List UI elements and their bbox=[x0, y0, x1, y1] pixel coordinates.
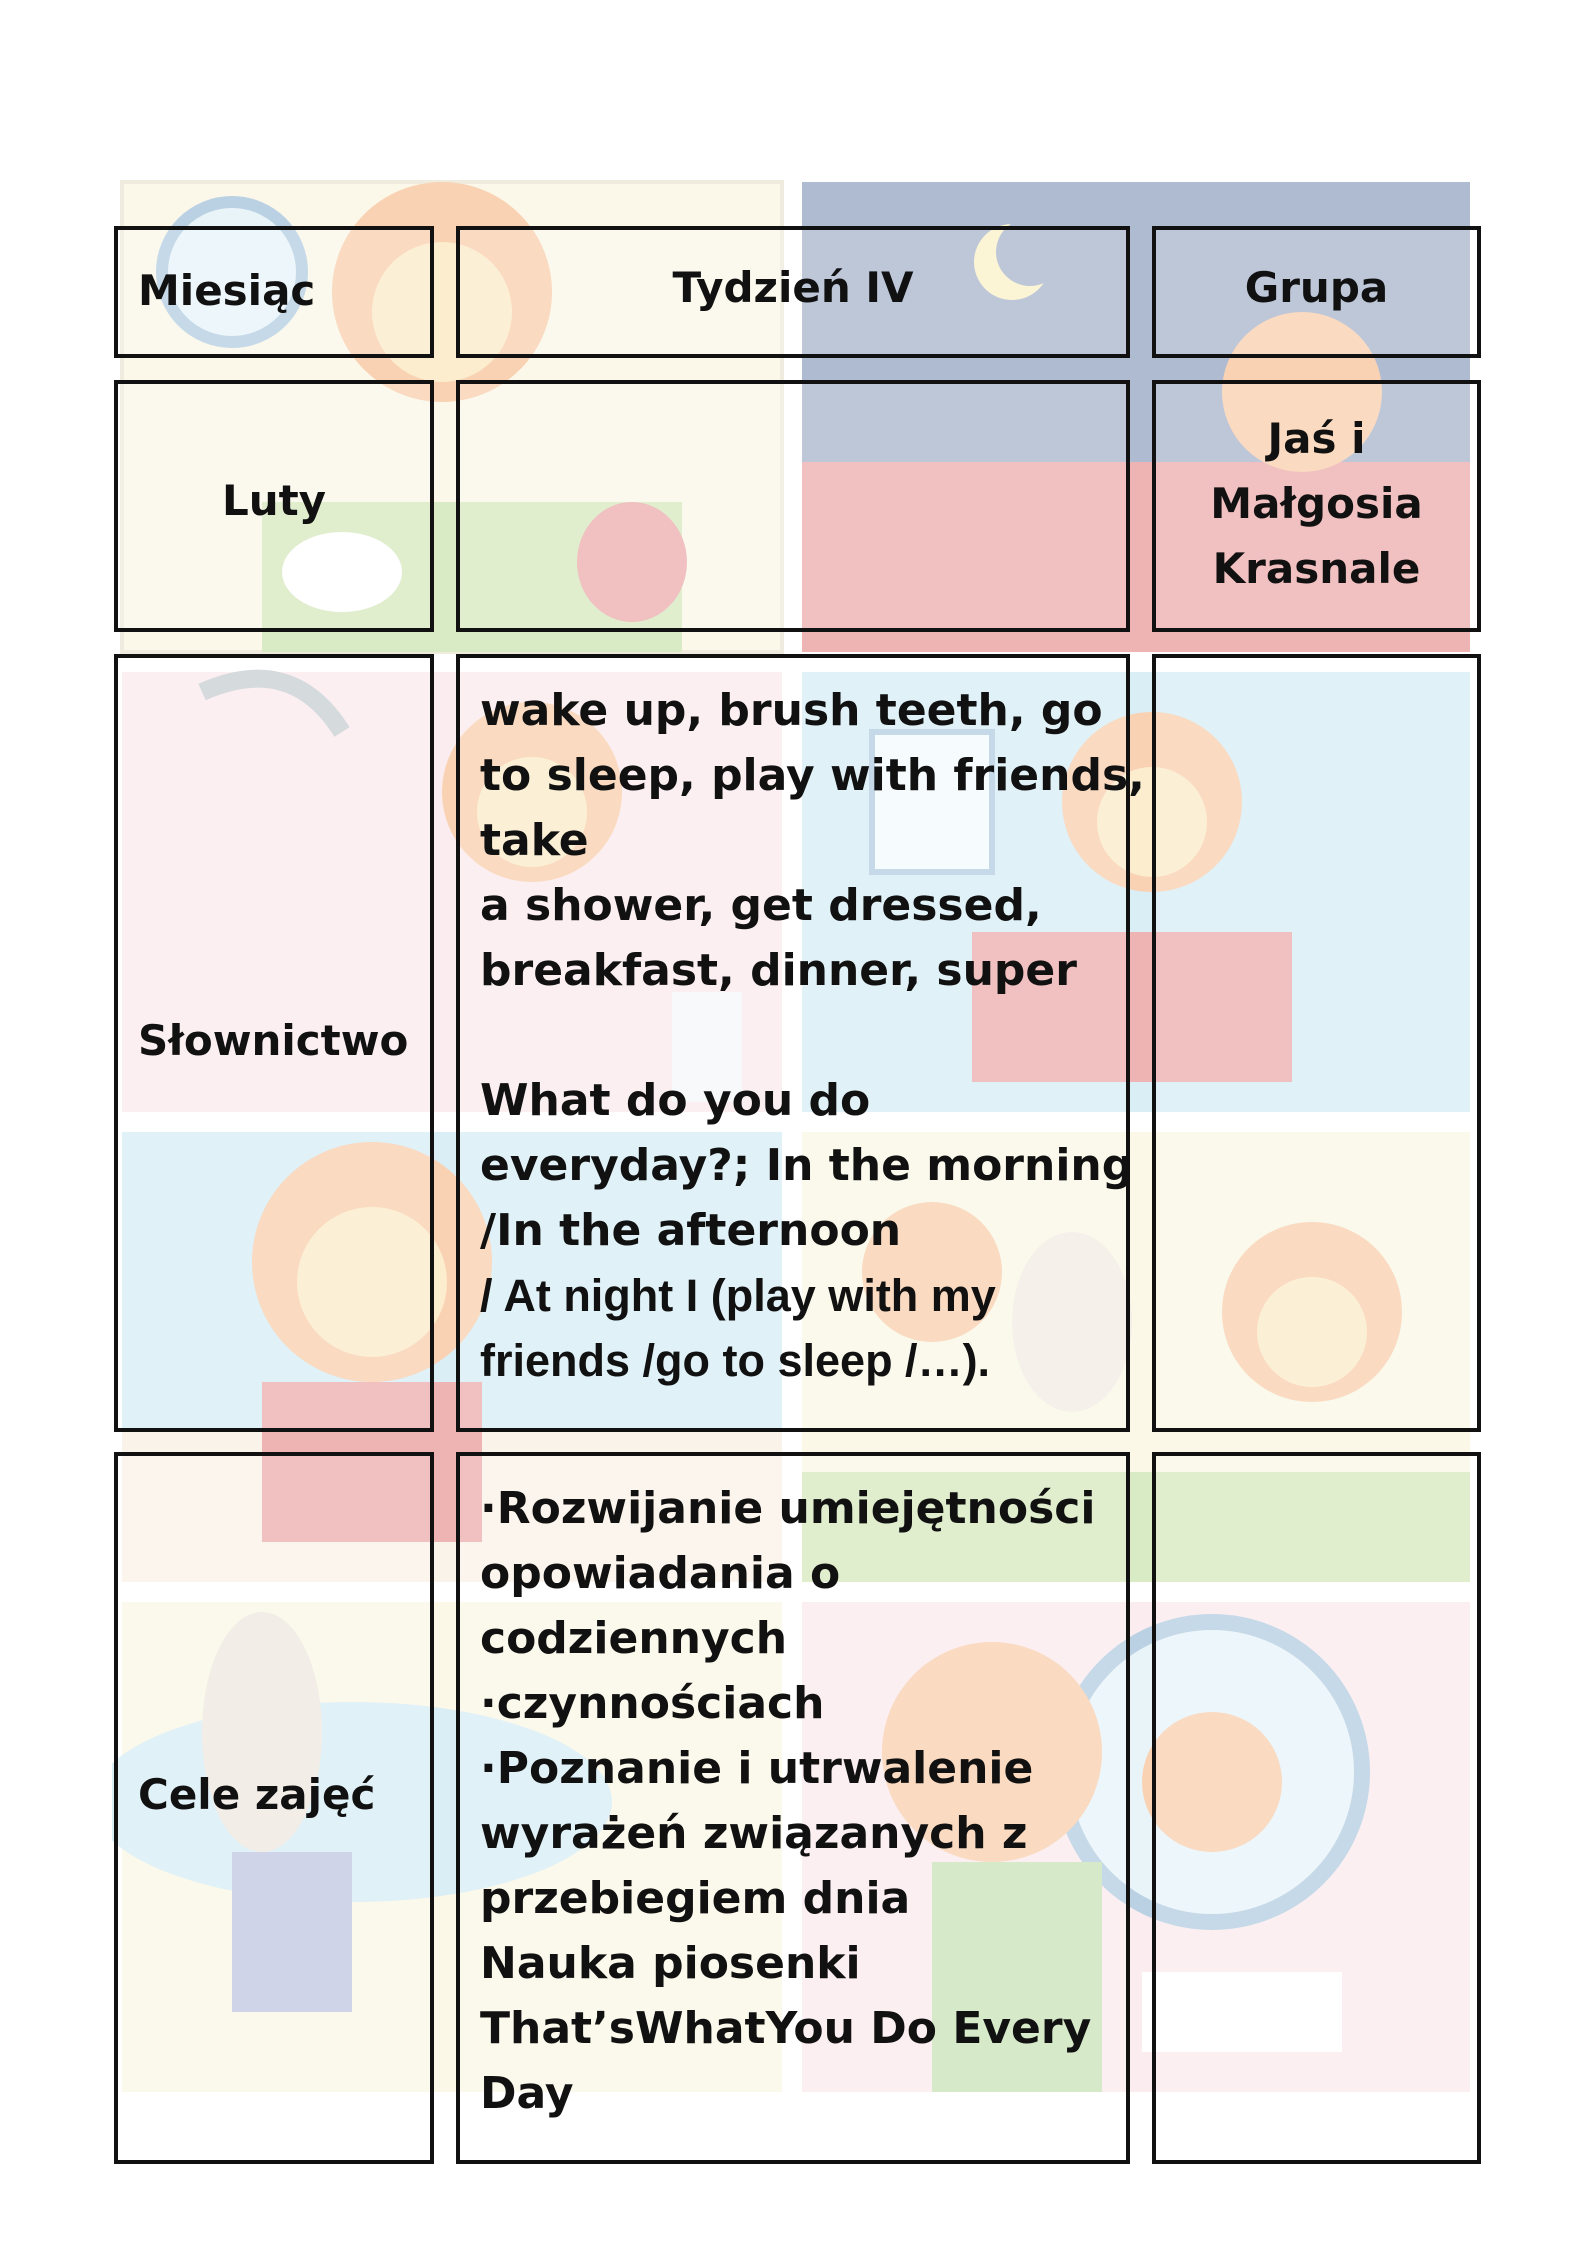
vocabulary-words-line: to sleep, play with friends, bbox=[480, 750, 1145, 801]
vocabulary-phrase-line: / At night I (play with my bbox=[480, 1270, 996, 1321]
vocabulary-label: Słownictwo bbox=[138, 1016, 409, 1065]
vocabulary-words-line: take bbox=[480, 815, 589, 866]
goals-line: Nauka piosenki bbox=[480, 1938, 861, 1989]
vocabulary-extra-cell bbox=[1152, 654, 1481, 1432]
group-header-cell bbox=[1152, 226, 1481, 358]
goals-line: ·Poznanie i utrwalenie bbox=[480, 1743, 1034, 1794]
goals-line: opowiadania o bbox=[480, 1548, 841, 1599]
week-value-cell bbox=[456, 380, 1130, 632]
month-header-label: Miesiąc bbox=[138, 266, 316, 315]
group-value-line: Małgosia bbox=[1210, 479, 1423, 528]
goals-line: ·czynnościach bbox=[480, 1678, 825, 1729]
goals-content bbox=[480, 1476, 1112, 2126]
goals-label-cell bbox=[114, 1452, 434, 2164]
goals-line: That’sWhatYou Do Every bbox=[480, 2003, 1092, 2054]
month-value-cell bbox=[114, 380, 434, 632]
paragraph-gap bbox=[480, 1003, 1112, 1068]
goals-label: Cele zajęć bbox=[138, 1770, 376, 1819]
vocabulary-phrase-line: What do you do bbox=[480, 1075, 871, 1126]
vocabulary-words-line: breakfast, dinner, super bbox=[480, 945, 1077, 996]
goals-line: przebiegiem dnia bbox=[480, 1873, 911, 1924]
goals-line: ·Rozwijanie umiejętności bbox=[480, 1483, 1096, 1534]
vocabulary-phrase-line: /In the afternoon bbox=[480, 1205, 902, 1256]
vocabulary-content bbox=[480, 678, 1145, 1393]
week-header-cell bbox=[456, 226, 1130, 358]
goals-line: codziennych bbox=[480, 1613, 788, 1664]
group-value-line: Jaś i bbox=[1267, 414, 1366, 463]
month-header-cell bbox=[114, 226, 434, 358]
vocabulary-phrase-line: everyday?; In the morning bbox=[480, 1140, 1134, 1191]
vocabulary-words-line: wake up, brush teeth, go bbox=[480, 685, 1103, 736]
group-value-line: Krasnale bbox=[1212, 544, 1421, 593]
group-value bbox=[1156, 406, 1477, 601]
group-value-cell bbox=[1152, 380, 1481, 632]
week-header-label: Tydzień IV bbox=[672, 263, 914, 312]
vocabulary-content-cell bbox=[456, 654, 1145, 1432]
vocabulary-label-cell bbox=[114, 654, 434, 1432]
goals-line: Day bbox=[480, 2068, 574, 2119]
goals-content-cell bbox=[456, 1452, 1130, 2164]
vocabulary-words-line: a shower, get dressed, bbox=[480, 880, 1042, 931]
goals-extra-cell bbox=[1152, 1452, 1481, 2164]
vocabulary-phrase-line: friends /go to sleep /…). bbox=[480, 1335, 991, 1386]
group-header-label: Grupa bbox=[1244, 263, 1389, 312]
month-value: Luty bbox=[221, 476, 327, 525]
goals-line: wyrażeń związanych z bbox=[480, 1808, 1028, 1859]
